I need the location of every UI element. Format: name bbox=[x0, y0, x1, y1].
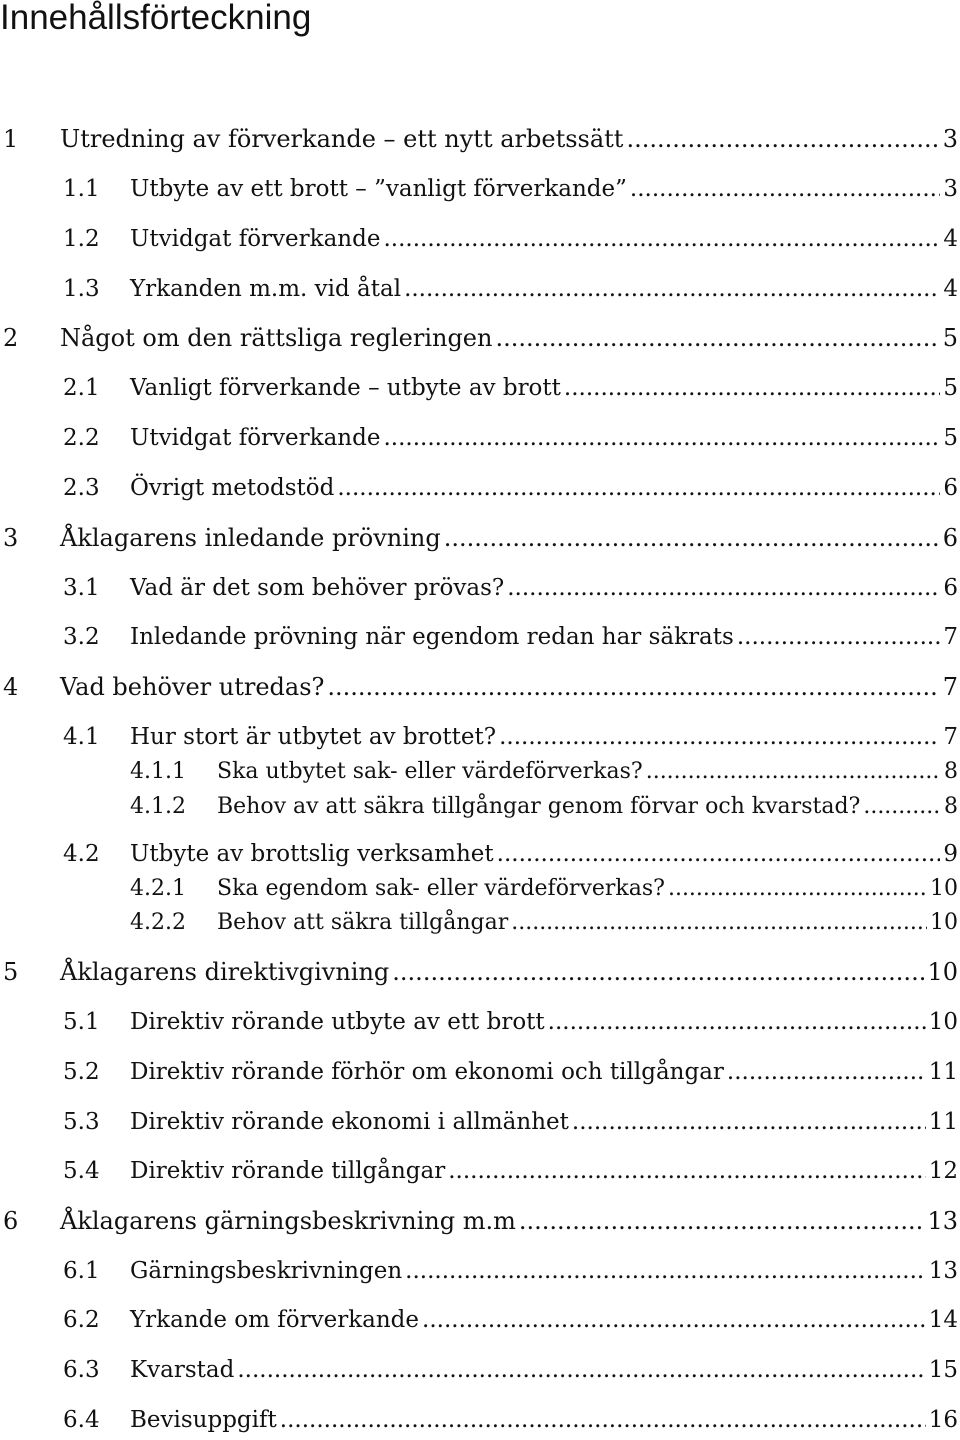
entry-title: Ska utbytet sak- eller värdeförverkas? bbox=[217, 759, 643, 784]
dot-leader bbox=[383, 420, 940, 456]
entry-page: 13 bbox=[927, 1207, 958, 1235]
entry-title: Kvarstad bbox=[130, 1357, 235, 1383]
entry-title: Utredning av förverkande – ett nytt arbetssätt bbox=[60, 125, 624, 153]
entry-number: 3.2 bbox=[63, 624, 100, 650]
entry-number: 3 bbox=[3, 524, 19, 552]
toc-entry[interactable] bbox=[0, 420, 960, 456]
entry-title: Yrkanden m.m. vid åtal bbox=[130, 276, 402, 302]
dot-leader bbox=[444, 520, 940, 556]
toc-entry[interactable] bbox=[0, 1004, 960, 1040]
toc-entry[interactable] bbox=[0, 221, 960, 257]
entry-title: Utbyte av brottslig verksamhet bbox=[130, 841, 494, 867]
entry-title: Direktiv rörande utbyte av ett brott bbox=[130, 1009, 545, 1035]
entry-title: Behov av att säkra tillgångar genom förvar och kvarstad? bbox=[217, 794, 861, 819]
dot-leader bbox=[499, 719, 940, 755]
entry-number: 1.1 bbox=[63, 176, 100, 202]
toc-entry[interactable] bbox=[0, 520, 960, 556]
entry-number: 3.1 bbox=[63, 575, 100, 601]
dot-leader bbox=[548, 1004, 926, 1040]
dot-leader bbox=[507, 570, 940, 606]
toc-entry[interactable] bbox=[0, 619, 960, 655]
entry-title: Ska egendom sak- eller värdeförverkas? bbox=[217, 876, 665, 901]
dot-leader bbox=[630, 171, 940, 207]
toc-entry[interactable] bbox=[0, 719, 960, 755]
toc-entry[interactable] bbox=[0, 1302, 960, 1338]
entry-number: 6.4 bbox=[63, 1407, 100, 1433]
toc-entry[interactable] bbox=[0, 320, 960, 356]
entry-number: 4.1 bbox=[63, 724, 100, 750]
toc-entry[interactable] bbox=[0, 470, 960, 506]
entry-page: 5 bbox=[943, 375, 958, 401]
dot-leader bbox=[327, 669, 939, 705]
dot-leader bbox=[564, 370, 940, 406]
entry-number: 6.1 bbox=[63, 1258, 100, 1284]
entry-title: Bevisuppgift bbox=[130, 1407, 277, 1433]
entry-title: Behov att säkra tillgångar bbox=[217, 910, 509, 935]
dot-leader bbox=[497, 836, 941, 872]
entry-title: Inledande prövning när egendom redan har säkrats bbox=[130, 624, 734, 650]
entry-page: 9 bbox=[943, 841, 958, 867]
entry-title: Direktiv rörande ekonomi i allmänhet bbox=[130, 1109, 569, 1135]
dot-leader bbox=[383, 221, 940, 257]
entry-title: Åklagarens gärningsbeskrivning m.m bbox=[60, 1207, 516, 1235]
entry-page: 3 bbox=[943, 176, 958, 202]
entry-number: 2.3 bbox=[63, 475, 100, 501]
entry-number: 4.1.1 bbox=[130, 759, 186, 784]
entry-page: 7 bbox=[943, 624, 958, 650]
entry-page: 7 bbox=[943, 724, 958, 750]
toc-entry[interactable] bbox=[0, 121, 960, 157]
entry-title: Utvidgat förverkande bbox=[130, 226, 381, 252]
toc-entry[interactable] bbox=[0, 789, 960, 825]
dot-leader bbox=[572, 1104, 926, 1140]
dot-leader bbox=[727, 1054, 926, 1090]
dot-leader bbox=[237, 1352, 925, 1388]
entry-title: Yrkande om förverkande bbox=[130, 1307, 420, 1333]
toc-title: Innehållsförteckning bbox=[0, 0, 312, 37]
dot-leader bbox=[448, 1153, 925, 1189]
entry-number: 5.1 bbox=[63, 1009, 100, 1035]
toc-entry[interactable] bbox=[0, 570, 960, 606]
dot-leader bbox=[280, 1402, 926, 1438]
entry-title: Övrigt metodstöd bbox=[130, 475, 335, 501]
dot-leader bbox=[405, 1253, 926, 1289]
entry-page: 6 bbox=[942, 524, 958, 552]
toc-entry[interactable] bbox=[0, 754, 960, 790]
entry-number: 5 bbox=[3, 958, 19, 986]
toc-entry[interactable] bbox=[0, 370, 960, 406]
entry-number: 4.1.2 bbox=[130, 794, 186, 819]
dot-leader bbox=[511, 905, 927, 941]
entry-page: 10 bbox=[928, 1009, 958, 1035]
dot-leader bbox=[495, 320, 939, 356]
entry-page: 3 bbox=[942, 125, 958, 153]
entry-title: Åklagarens inledande prövning bbox=[60, 524, 441, 552]
entry-page: 4 bbox=[943, 226, 958, 252]
toc-entry[interactable] bbox=[0, 905, 960, 941]
entry-title: Vad är det som behöver prövas? bbox=[130, 575, 505, 601]
toc-entry[interactable] bbox=[0, 1153, 960, 1189]
dot-leader bbox=[863, 789, 941, 825]
entry-title: Utbyte av ett brott – ”vanligt förverkande” bbox=[130, 176, 627, 202]
entry-title: Utvidgat förverkande bbox=[130, 425, 381, 451]
toc-entry[interactable] bbox=[0, 954, 960, 990]
entry-number: 2 bbox=[3, 324, 19, 352]
entry-number: 6.3 bbox=[63, 1357, 100, 1383]
toc-entry[interactable] bbox=[0, 1104, 960, 1140]
dot-leader bbox=[404, 271, 940, 307]
entry-page: 11 bbox=[928, 1059, 958, 1085]
toc-entry[interactable] bbox=[0, 669, 960, 705]
dot-leader bbox=[668, 871, 927, 907]
entry-number: 6.2 bbox=[63, 1307, 100, 1333]
entry-number: 2.1 bbox=[63, 375, 100, 401]
entry-number: 1.2 bbox=[63, 226, 100, 252]
toc-entry[interactable] bbox=[0, 171, 960, 207]
entry-page: 14 bbox=[928, 1307, 958, 1333]
toc-entry[interactable] bbox=[0, 1352, 960, 1388]
entry-number: 4 bbox=[3, 673, 19, 701]
toc-entry[interactable] bbox=[0, 871, 960, 907]
dot-leader bbox=[737, 619, 941, 655]
entry-title: Direktiv rörande tillgångar bbox=[130, 1158, 446, 1184]
entry-page: 6 bbox=[943, 475, 958, 501]
entry-number: 1.3 bbox=[63, 276, 100, 302]
entry-number: 2.2 bbox=[63, 425, 100, 451]
entry-number: 5.3 bbox=[63, 1109, 100, 1135]
toc-entry[interactable] bbox=[0, 836, 960, 872]
entry-title: Direktiv rörande förhör om ekonomi och tillgångar bbox=[130, 1059, 724, 1085]
dot-leader bbox=[337, 470, 940, 506]
entry-page: 10 bbox=[930, 876, 958, 901]
entry-page: 16 bbox=[928, 1407, 958, 1433]
toc-entry[interactable] bbox=[0, 1402, 960, 1438]
entry-title: Hur stort är utbytet av brottet? bbox=[130, 724, 497, 750]
entry-page: 7 bbox=[942, 673, 958, 701]
entry-number: 5.2 bbox=[63, 1059, 100, 1085]
entry-page: 8 bbox=[944, 759, 958, 784]
entry-page: 10 bbox=[930, 910, 958, 935]
entry-number: 4.2.1 bbox=[130, 876, 186, 901]
entry-page: 13 bbox=[928, 1258, 958, 1284]
dot-leader bbox=[626, 121, 939, 157]
dot-leader bbox=[392, 954, 924, 990]
dot-leader bbox=[646, 754, 941, 790]
entry-page: 10 bbox=[927, 958, 958, 986]
entry-page: 12 bbox=[928, 1158, 958, 1184]
entry-page: 4 bbox=[943, 276, 958, 302]
entry-title: Vad behöver utredas? bbox=[60, 673, 325, 701]
entry-page: 8 bbox=[944, 794, 958, 819]
entry-number: 4.2 bbox=[63, 841, 100, 867]
entry-number: 1 bbox=[3, 125, 19, 153]
entry-title: Något om den rättsliga regleringen bbox=[60, 324, 493, 352]
entry-number: 5.4 bbox=[63, 1158, 100, 1184]
dot-leader bbox=[422, 1302, 926, 1338]
entry-page: 11 bbox=[928, 1109, 958, 1135]
toc-entry[interactable] bbox=[0, 1054, 960, 1090]
toc-entry[interactable] bbox=[0, 1203, 960, 1239]
entry-page: 5 bbox=[943, 425, 958, 451]
entry-page: 6 bbox=[943, 575, 958, 601]
entry-page: 5 bbox=[942, 324, 958, 352]
entry-page: 15 bbox=[928, 1357, 958, 1383]
entry-title: Åklagarens direktivgivning bbox=[60, 958, 390, 986]
entry-number: 6 bbox=[3, 1207, 19, 1235]
toc-entry[interactable] bbox=[0, 1253, 960, 1289]
entry-title: Gärningsbeskrivningen bbox=[130, 1258, 403, 1284]
entry-title: Vanligt förverkande – utbyte av brott bbox=[130, 375, 561, 401]
dot-leader bbox=[519, 1203, 925, 1239]
entry-number: 4.2.2 bbox=[130, 910, 186, 935]
toc-entry[interactable] bbox=[0, 271, 960, 307]
